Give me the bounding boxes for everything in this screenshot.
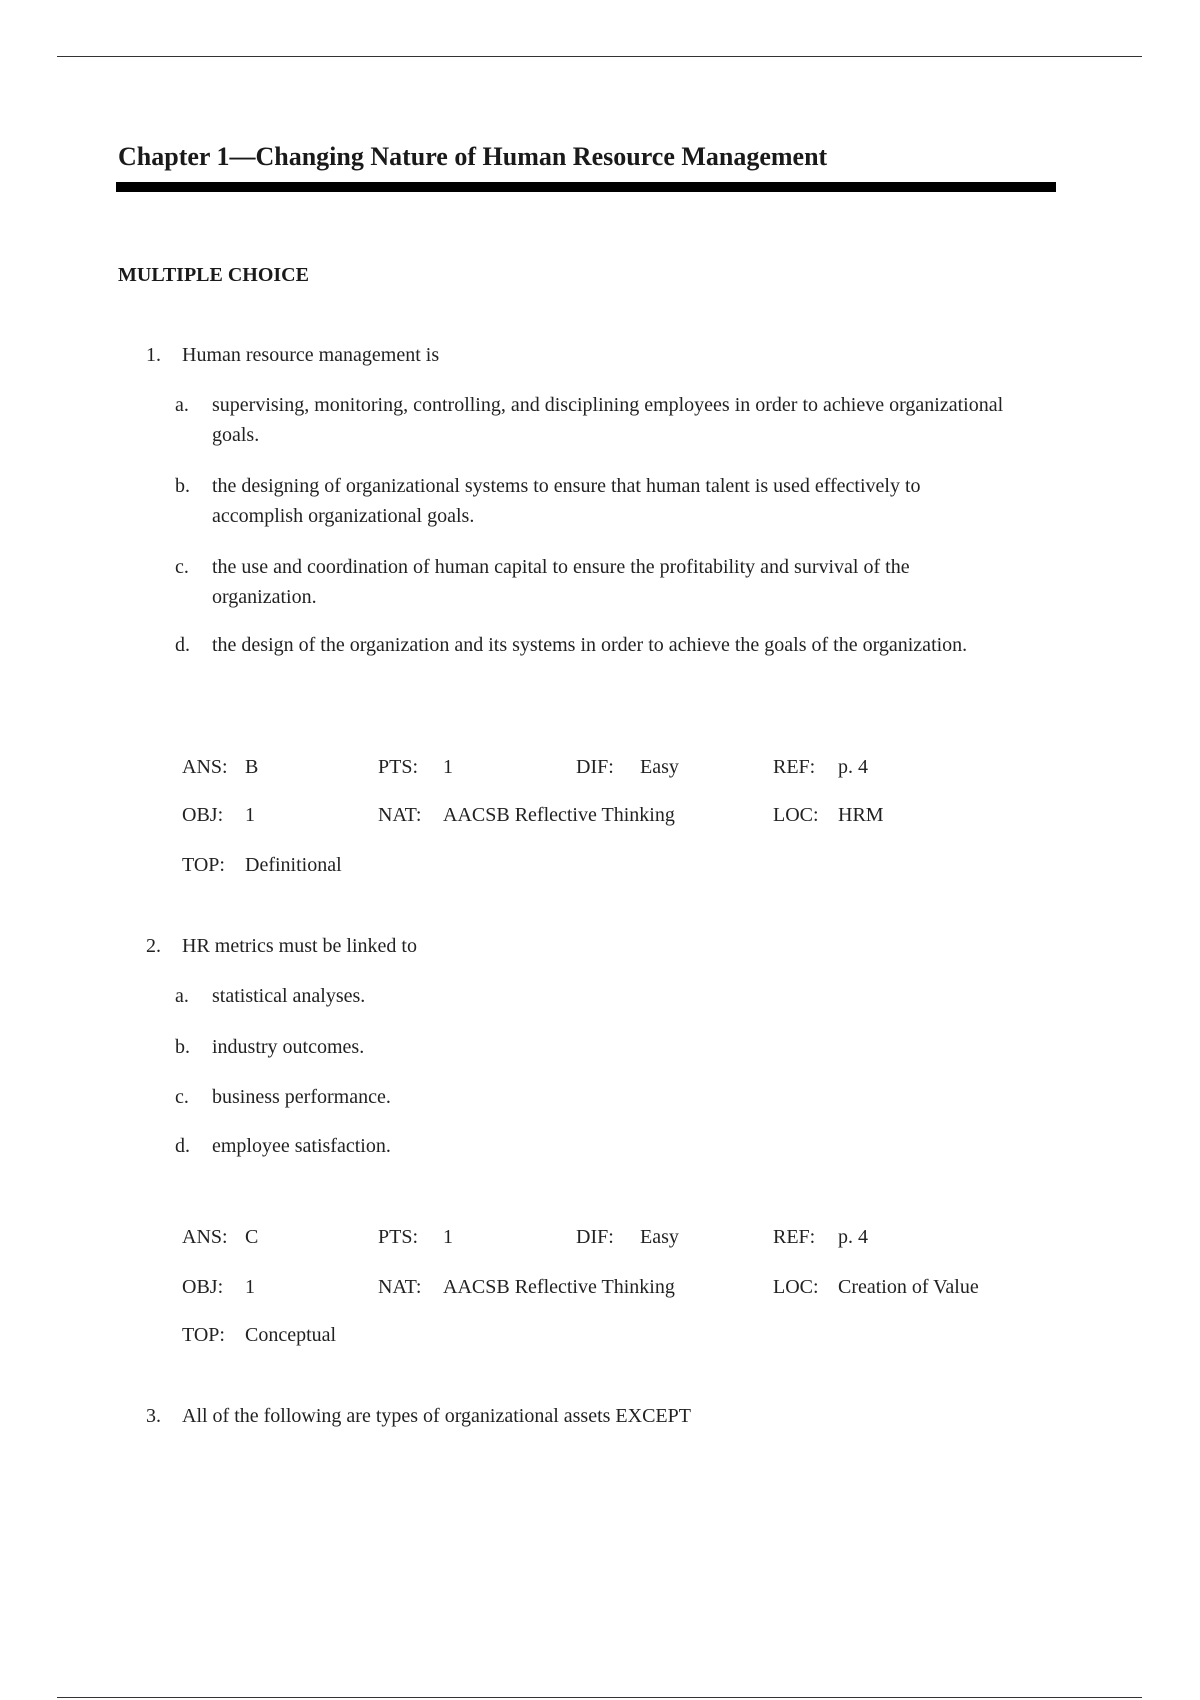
top-value: Definitional (245, 854, 342, 876)
option-letter: b. (175, 475, 190, 497)
dif-value: Easy (640, 1226, 679, 1248)
option-letter: c. (175, 1086, 189, 1108)
dif-label: DIF: (576, 756, 614, 778)
chapter-title-underline (116, 182, 1056, 192)
obj-label: OBJ: (182, 804, 224, 826)
option-letter: a. (175, 985, 189, 1007)
obj-label: OBJ: (182, 1276, 224, 1298)
loc-value: HRM (838, 804, 884, 826)
question-text: Human resource management is (182, 344, 440, 366)
option-letter: c. (175, 556, 189, 578)
nat-label: NAT: (378, 804, 422, 826)
option-letter: b. (175, 1036, 190, 1058)
dif-value: Easy (640, 756, 679, 778)
option-text: supervising, monitoring, controlling, and disciplining employees in order to achieve organizational goals. (212, 394, 1004, 446)
question-number: 3. (146, 1405, 161, 1427)
ans-label: ANS: (182, 1226, 228, 1248)
obj-value: 1 (245, 804, 255, 826)
option-text: the use and coordination of human capital to ensure the profitability and survival of the organization. (212, 556, 910, 608)
nat-label: NAT: (378, 1276, 422, 1298)
option-letter: d. (175, 634, 190, 656)
option-text: the design of the organization and its systems in order to achieve the goals of the organization. (212, 634, 968, 656)
chapter-title: Chapter 1—Changing Nature of Human Resource Management (118, 142, 828, 171)
top-label: TOP: (182, 1324, 225, 1346)
top-label: TOP: (182, 854, 225, 876)
question-number: 1. (146, 344, 161, 366)
pts-label: PTS: (378, 1226, 419, 1248)
pts-value: 1 (443, 756, 453, 778)
dif-label: DIF: (576, 1226, 614, 1248)
option-letter: a. (175, 394, 189, 416)
ref-label: REF: (773, 756, 816, 778)
option-letter: d. (175, 1135, 190, 1157)
loc-value: Creation of Value (838, 1276, 979, 1298)
nat-value: AACSB Reflective Thinking (443, 804, 675, 826)
question-text: All of the following are types of organizational assets EXCEPT (182, 1405, 691, 1427)
option-text: statistical analyses. (212, 985, 366, 1007)
ans-value: C (245, 1226, 259, 1248)
nat-value: AACSB Reflective Thinking (443, 1276, 675, 1298)
ref-label: REF: (773, 1226, 816, 1248)
ref-value: p. 4 (838, 756, 868, 778)
option-text: employee satisfaction. (212, 1135, 391, 1157)
pts-label: PTS: (378, 756, 419, 778)
question-number: 2. (146, 935, 161, 957)
option-text: business performance. (212, 1086, 391, 1108)
page-bottom-rule (57, 1697, 1142, 1698)
option-text: the designing of organizational systems to ensure that human talent is used effectively to accomplish organizational goals. (212, 475, 921, 527)
ans-value: B (245, 756, 259, 778)
ans-label: ANS: (182, 756, 228, 778)
section-heading: MULTIPLE CHOICE (118, 264, 309, 286)
obj-value: 1 (245, 1276, 255, 1298)
option-text: industry outcomes. (212, 1036, 365, 1058)
question-text: HR metrics must be linked to (182, 935, 417, 957)
ref-value: p. 4 (838, 1226, 868, 1248)
page-top-rule (57, 56, 1142, 57)
pts-value: 1 (443, 1226, 453, 1248)
loc-label: LOC: (773, 1276, 819, 1298)
top-value: Conceptual (245, 1324, 337, 1346)
loc-label: LOC: (773, 804, 819, 826)
